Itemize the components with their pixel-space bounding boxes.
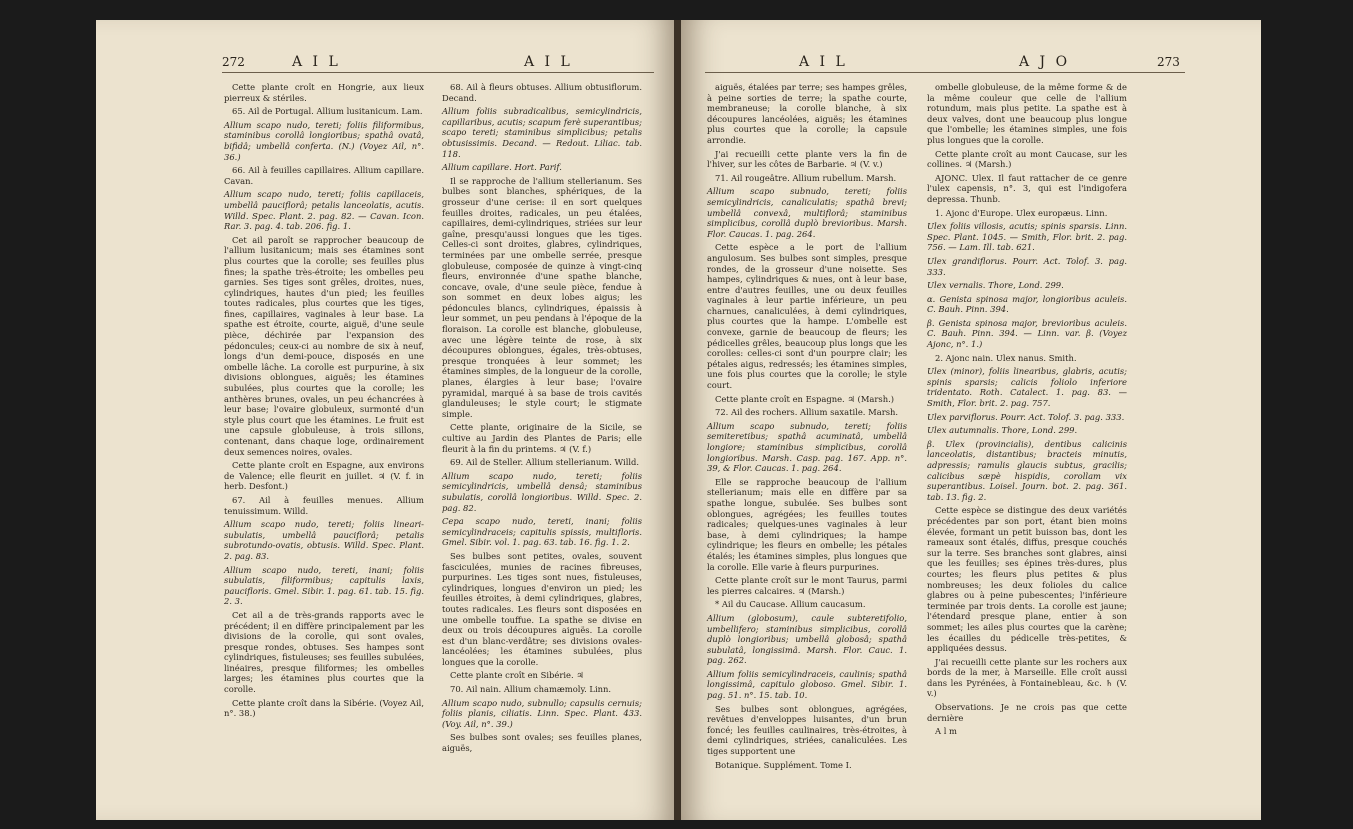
right-header-rule [705, 72, 1185, 73]
paragraph: aiguës, étalées par terre; ses hampes grêles, à peine sorties de terre; la spathe courte, membraneuse; la corolle blanche, à six découpures lancéolées, aiguës; les étamines plus courtes que la corolle; la capsule arrondie. [707, 82, 907, 145]
paragraph: Cette plante croît en Sibérie. ♃ [450, 670, 584, 681]
paragraph: 1. Ajonc d'Europe. Ulex europæus. Linn. [935, 207, 1108, 218]
paragraph: 71. Ail rougeâtre. Allium rubellum. Marsh. [715, 172, 897, 183]
paragraph: Cette plante croît en Espagne. ♃ (Marsh.) [715, 393, 895, 404]
paragraph: Allium scapo nudo, tereti; foliis filiformibus, staminibus corollâ longioribus; spathâ ovatâ, bifidâ; umbellâ conferta. (N.) (Voyez Ail, n°. 36.) [224, 119, 424, 162]
paragraph: Allium capillare. Hort. Parif. [442, 162, 562, 173]
paragraph: Ulex vernalis. Thore, Lond. 299. [927, 280, 1064, 291]
paragraph: Cette plante croît au mont Caucase, sur les collines. ♃ (Marsh.) [927, 148, 1127, 170]
paragraph: A l m [935, 726, 957, 737]
paragraph: Allium (globosum), caule subteretifolio, umbellifero; staminibus simplicibus, corollâ duplò longioribus; umbellâ globosâ; spathâ subulatâ, longissimâ. Marsh. Flor. Cauc. 1. pag. 262. [707, 612, 907, 666]
left-column-2 [442, 82, 642, 757]
paragraph: J'ai recueilli cette plante vers la fin de l'hiver, sur les côtes de Barbarie. ♃ (V. v.) [707, 148, 907, 170]
left-running-head-1: A I L [292, 54, 341, 70]
paragraph: Cet ail a de très-grands rapports avec le précédent; il en diffère principalement par les divisions de la corolle, qui sont ovales, presque rondes, obtuses. Ses hampes sont cylindriques, fistuleuses; ses feuilles subulées, linéaires, presque filiformes; les ombelles larges; les étamines plus courtes que la corolle. [224, 609, 424, 695]
paragraph: Il se rapproche de l'allium stellerianum. Ses bulbes sont blanches, sphériques, de la grosseur d'une cerise: il en sort quelques feuilles droites, radicales, un peu étalées, capillaires, demi-cylindriques, striées sur leur gaîne, presqu'aussi longues que les tiges. Celles-ci sont droites, glabres, cylindriques, terminées par une ombelle serrée, presque globuleuse, composée de quinze à vingt-cinq fleurs, environnée d'une spathe blanche, concave, ovale, d'une seule pièce, fendue à son sommet en deux lobes aigus; les pédoncules blancs, cylindriques, épaissis à leur sommet, un peu pendans à l'époque de la floraison. La corolle est blanche, globuleuse, avec une légère teinte de rose, à six découpures oblongues, égales, très-obtuses, presque tronquées à leur sommet; les étamines simples, de la longueur de la corolle, planes, élargies à leur base; l'ovaire pyramidal, marqué à sa base de trois cavités glanduleuses; le style court; le stigmate simple. [442, 175, 642, 419]
paragraph: Ses bulbes sont ovales; ses feuilles planes, aiguës, [442, 732, 642, 754]
paragraph: 2. Ajonc nain. Ulex nanus. Smith. [935, 352, 1077, 363]
paragraph: Allium scapo subnudo, tereti; foliis semiteretibus; spathâ acuminatâ, umbellâ longiore; staminibus simplicibus, corollâ longioribus. Marsh. Casp. pag. 167. App. n°. 39, & Flor. Caucas. 1. pag. 264. [707, 420, 907, 474]
paragraph: Cette espèce a le port de l'allium angulosum. Ses bulbes sont simples, presque rondes, de la grosseur d'une noisette. Ses hampes, cylindriques & nues, ont à leur base, entre d'autres feuilles, une ou deux feuilles vaginales à leur partie inférieure, un peu charnues, canaliculées, à demi cylindriques, plus courtes que la hampe. L'ombelle est convexe, garnie de beaucoup de fleurs; les pédicelles grêles, beaucoup plus longs que les corolles: celles-ci sont d'un pourpre clair; les pétales aigus, redressés; les étamines simples, une fois plus courtes que la corolle; le style court. [707, 242, 907, 391]
paragraph: α. Genista spinosa major, longioribus aculeis. C. Bauh. Pinn. 394. [927, 293, 1127, 315]
left-page-number: 272 [222, 55, 245, 69]
right-column-1 [707, 82, 907, 773]
paragraph: Allium scapo nudo, tereti, inani; foliis subulatis, filiformibus; capitulis laxis, paucifloris. Gmel. Sibir. 1. pag. 61. tab. 15. fig. 2. 3. [224, 564, 424, 607]
paragraph: AJONC. Ulex. Il faut rattacher de ce genre l'ulex capensis, n°. 3, qui est l'indigofera depressa. Thunb. [927, 172, 1127, 204]
paragraph: Allium scapo subnudo, tereti; foliis semicylindricis, canaliculatis; spathâ brevi; umbellâ convexâ, multiflorâ; staminibus simplicibus, corollâ duplò brevioribus. Marsh. Flor. Caucas. 1. pag. 264. [707, 186, 907, 239]
paragraph: 72. Ail des rochers. Allium saxatile. Marsh. [715, 407, 899, 418]
paragraph: Allium foliis semicylindraceis, caulinis; spathâ longissimâ, capitulo globoso. Gmel. Sibir. 1. pag. 51. n°. 15. tab. 10. [707, 668, 907, 701]
paragraph: Cepa scapo nudo, tereti, inani; foliis semicylindraceis; capitulis spissis, multifloris. Gmel. Sibir. vol. 1. pag. 63. tab. 16. fig. 1. 2. [442, 516, 642, 548]
paragraph: Ses bulbes sont petites, ovales, souvent fasciculées, munies de racines fibreuses, purpurines. Les tiges sont nues, fistuleuses, cylindriques, longues d'environ un pied; les feuilles étroites, à demi cylindriques, glabres, toutes radicales. Les fleurs sont disposées en une ombelle touffue. La spathe se divise en deux ou trois découpures aiguës. La corolle est d'un blanc-verdâtre; ses divisions ovales-lancéolées; les étamines subulées, plus longues que la corolle. [442, 550, 642, 667]
paragraph: Ulex grandiflorus. Pourr. Act. Tolof. 3. pag. 333. [927, 255, 1127, 277]
right-page [681, 20, 1261, 820]
paragraph: 68. Ail à fleurs obtuses. Allium obtusiflorum. Decand. [442, 82, 642, 103]
paragraph: 70. Ail nain. Allium chamæmoly. Linn. [450, 684, 612, 695]
paragraph: Cette espèce se distingue des deux variétés précédentes par son port, étant bien moins élevée, formant un petit buisson bas, dont les rameaux sont étalés, diffus, presque couchés sur la terre. Ses branches sont glabres, ainsi que les feuilles; ses épines très-dures, plus courtes; les fleurs plus petites & plus nombreuses; les deux folioles du calice glabres ou à peine pubescentes; l'inférieure terminée par trois dents. La corolle est jaune; l'étendard presque plane, entier à son sommet; les ailes plus courtes que la carène; les écailles du pédicelle très-petites, & appliquées dessus. [927, 505, 1127, 654]
right-running-head-2: A J O [1019, 54, 1071, 70]
right-page-number: 273 [1157, 55, 1180, 69]
paragraph: Cette plante croît sur le mont Taurus, parmi les pierres calcaires. ♃ (Marsh.) [707, 575, 907, 596]
paragraph: Botanique. Supplément. Tome I. [715, 759, 852, 770]
right-running-head-1: A I L [799, 54, 848, 70]
paragraph: Ses bulbes sont oblongues, agrégées, revêtues d'enveloppes luisantes, d'un brun foncé; les feuilles caulinaires, très-étroites, à demi cylindriques, striées, canaliculées. Les tiges supportent une [707, 703, 907, 757]
paragraph: Allium scapo nudo, subnullo; capsulis cernuis; foliis planis, ciliatis. Linn. Spec. Plant. 433. (Voy. Ail, n°. 39.) [442, 697, 642, 729]
paragraph: Allium foliis subradicalibus, semicylindricis, capillaribus, acutis; scapum ferè superantibus; scapo tereti; staminibus simplicibus; petalis obtusissimis. Decand. — Redout. Liliac. tab. 118. [442, 106, 642, 159]
paragraph: 65. Ail de Portugal. Allium lusitanicum. Lam. [232, 106, 423, 117]
right-column-2 [927, 82, 1127, 740]
paragraph: β. Ulex (provincialis), dentibus calicinis lanceolatis, distantibus; bracteis minutis, adpressis; ramulis glaucis subtus, gracilis; calicibus sæpè hispidis, corollam vix superantibus. Loisel. Journ. bot. 2. pag. 361. tab. 13. fig. 2. [927, 438, 1127, 502]
open-book [96, 20, 1261, 820]
paragraph: β. Genista spinosa major, brevioribus aculeis. C. Bauh. Pinn. 394. — Linn. var. β. (Voyez Ajonc, n°. 1.) [927, 317, 1127, 350]
left-running-head-2: A I L [524, 54, 573, 70]
paragraph: Cette plante, originaire de la Sicile, se cultive au Jardin des Plantes de Paris; elle fleurit à la fin du printems. ♃ (V. f.) [442, 422, 642, 454]
paragraph: Cette plante croît dans la Sibérie. (Voyez Ail, n°. 38.) [224, 697, 424, 719]
paragraph: Elle se rapproche beaucoup de l'allium stellerianum; mais elle en diffère par sa spathe longue, subulée. Ses bulbes sont oblongues, agrégées; les feuilles toutes radicales; quelques-unes vaginales à leur base, à demi cylindriques; la hampe cylindrique; les fleurs en ombelle; les pétales étalés; les étamines simples, plus longues que la corolle. Elle varie à fleurs purpurines. [707, 476, 907, 572]
paragraph: ombelle globuleuse, de la même forme & de la même couleur que celle de l'allium rotundum, mais plus petite. La spathe est à deux valves, dont une beaucoup plus longue que l'ombelle; les étamines simples, une fois plus longues que la corolle. [927, 82, 1127, 145]
paragraph: 67. Ail à feuilles menues. Allium tenuissimum. Willd. [224, 494, 424, 516]
paragraph: Observations. Je ne crois pas que cette dernière [927, 702, 1127, 723]
paragraph: J'ai recueilli cette plante sur les rochers aux bords de la mer, à Marseille. Elle croît aussi dans les Pyrénées, à Fontainebleau, &c. ♄ (V. v.) [927, 656, 1127, 699]
paragraph: Allium scapo nudo, tereti; foliis lineari-subulatis, umbellâ pauciflorâ; petalis subrotundo-ovatis, obtusis. Willd. Spec. Plant. 2. pag. 83. [224, 519, 424, 561]
paragraph: 69. Ail de Steller. Allium stellerianum. Willd. [450, 457, 640, 468]
left-header-rule [222, 72, 654, 73]
paragraph: Cette plante croît en Hongrie, aux lieux pierreux & stériles. [224, 82, 424, 103]
paragraph: 66. Ail à feuilles capillaires. Allium capillare. Cavan. [224, 165, 424, 186]
paragraph: Ulex parviflorus. Pourr. Act. Tolof. 3. pag. 333. [927, 411, 1125, 422]
paragraph: Cette plante croît en Espagne, aux environs de Valence; elle fleurit en juillet. ♃ (V. f. in herb. Desfont.) [224, 460, 424, 492]
paragraph: Ulex foliis villosis, acutis; spinis sparsis. Linn. Spec. Plant. 1045. — Smith, Flor. brit. 2. pag. 756. — Lam. Ill. tab. 621. [927, 221, 1127, 253]
left-page [96, 20, 676, 820]
paragraph: * Ail du Caucase. Allium caucasum. [715, 599, 866, 610]
paragraph: Ulex autumnalis. Thore, Lond. 299. [927, 425, 1078, 436]
paragraph: Allium scapo nudo, tereti; foliis capillaceis, umbellâ pauciflorâ; petalis lanceolatis, acutis. Willd. Spec. Plant. 2. pag. 82. — Cavan. Icon. Rar. 3. pag. 4. tab. 206. fig. 1. [224, 189, 424, 232]
paragraph: Ulex (minor), foliis linearibus, glabris, acutis; spinis sparsis; calicis foliolo inferiore tridentato. Roth. Catalect. 1. pag. 83. — Smith, Flor. brit. 2. pag. 757. [927, 366, 1127, 409]
left-column-1 [224, 82, 424, 722]
paragraph: Allium scapo nudo, tereti; foliis semicylindricis, umbellâ densâ; staminibus subulatis, corollâ longioribus. Willd. Spec. 2. pag. 82. [442, 470, 642, 513]
paragraph: Cet ail paroît se rapprocher beaucoup de l'allium lusitanicum; mais ses étamines sont plus courtes que la corolle; ses feuilles plus fines; la spathe très-étroite; les ombelles peu garnies. Ses tiges sont grêles, droites, nues, cylindriques, hautes d'un pied; les feuilles toutes radicales, plus courtes que les tiges, fines, capillaires, vaginales à leur base. La spathe est étroite, courte, aiguë, d'une seule pièce, déchirée par l'expansion des pédoncules; ceux-ci au nombre de six à neuf, longs d'un demi-pouce, disposés en une ombelle lâche. La corolle est purpurine, à six divisions oblongues, aiguës; les étamines subulées, plus courtes que la corolle; les anthères brunes, ovales, un peu échancrées à leur base; l'ovaire globuleux, surmonté d'un style plus court que les étamines. Le fruit est une capsule globuleuse, à trois sillons, contenant, dans chaque loge, ordinairement deux semences noires, ovales. [224, 234, 424, 457]
